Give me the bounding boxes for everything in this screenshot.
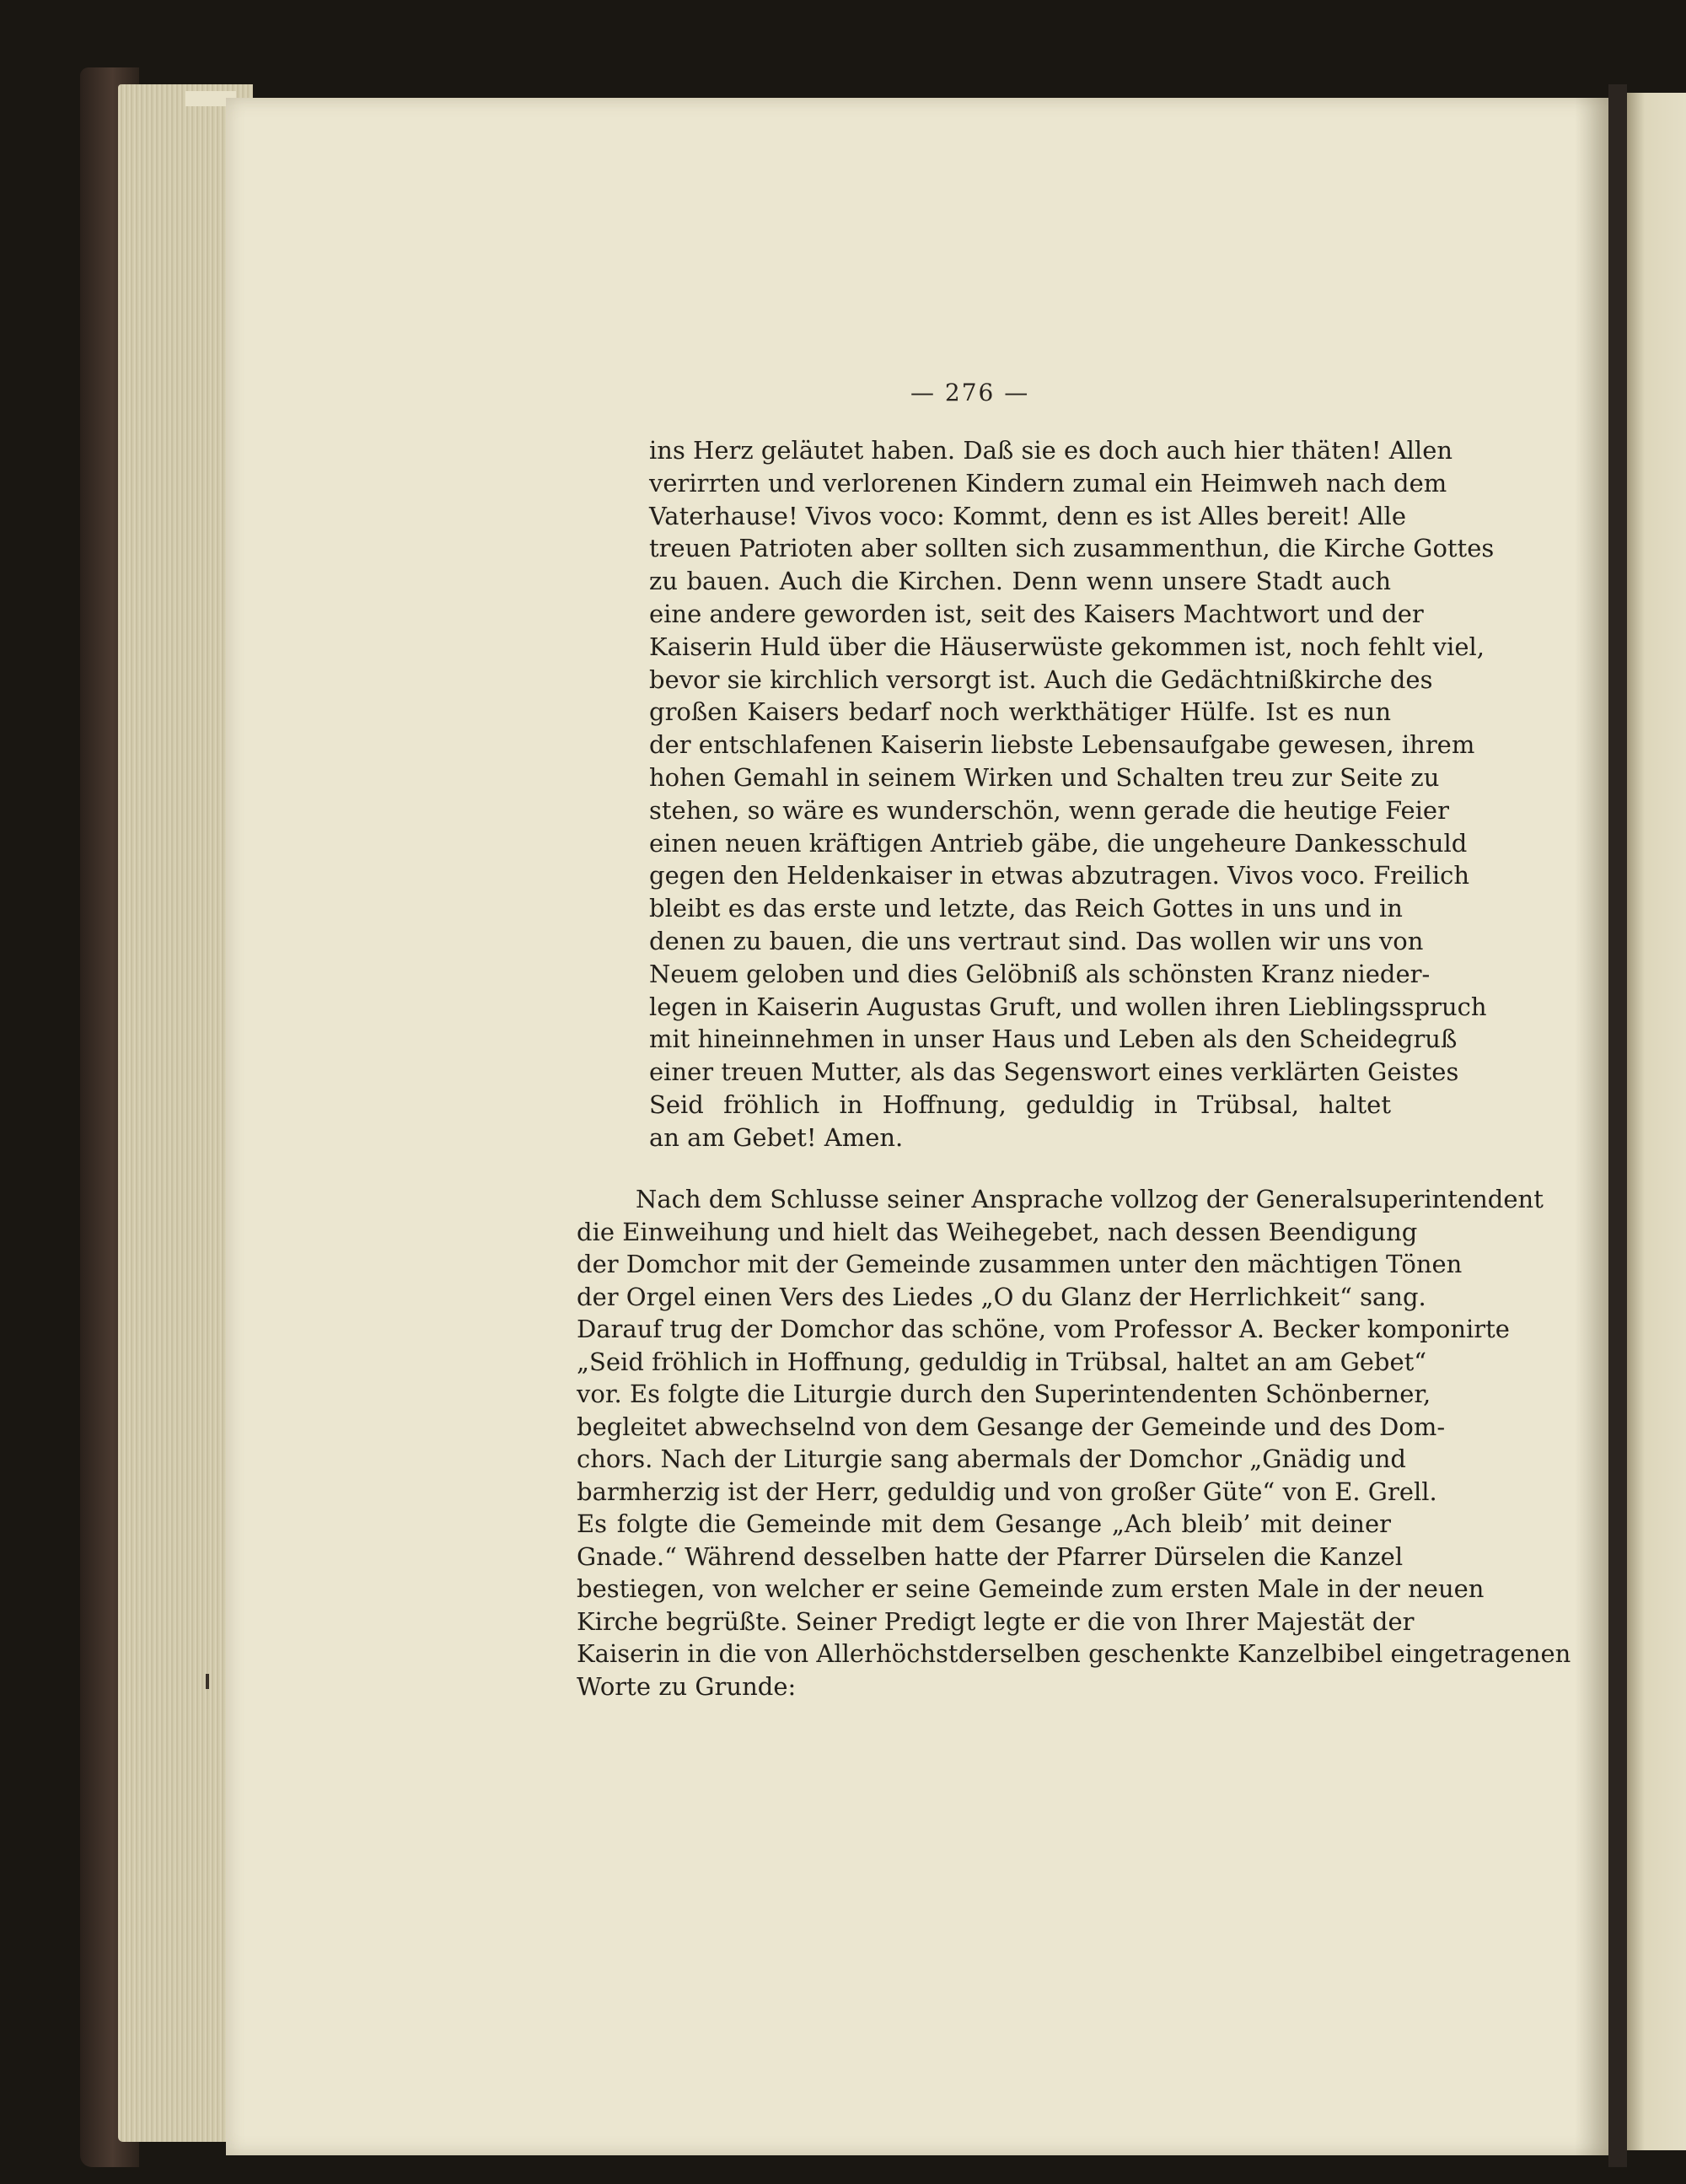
- text-line: bevor sie kirchlich versorgt ist. Auch die Gedächtnißkirche des: [649, 664, 1433, 694]
- text-line: der Orgel einen Vers des Liedes „O du Glanz der Herrlichkeit“ sang.: [577, 1282, 1426, 1311]
- text-line: legen in Kaiserin Augustas Gruft, und wollen ihren Lieblingsspruch: [649, 992, 1487, 1021]
- text-line: „Seid fröhlich in Hoffnung, geduldig in Trübsal, haltet an am Gebet“: [577, 1347, 1427, 1376]
- text-line: großen Kaisers bedarf noch werkthätiger Hülfe. Ist es nun: [649, 697, 1391, 727]
- text-line: Darauf trug der Domchor das schöne, vom Professor A. Becker komponirte: [577, 1315, 1510, 1343]
- text-line: der Domchor mit der Gemeinde zusammen unter den mächtigen Tönen: [577, 1250, 1463, 1278]
- text-line: Worte zu Grunde:: [577, 1671, 797, 1701]
- text-line: vor. Es folgte die Liturgie durch den Superintendenten Schönberner,: [577, 1380, 1431, 1408]
- text-line: die Einweihung und hielt das Weihegebet, nach dessen Beendigung: [577, 1217, 1418, 1246]
- text-line: zu bauen. Auch die Kirchen. Denn wenn unsere Stadt auch: [649, 567, 1391, 596]
- quote-paragraph: [649, 434, 1495, 1154]
- text-line: hohen Gemahl in seinem Wirken und Schalten treu zur Seite zu: [649, 762, 1440, 792]
- text-line: denen zu bauen, die uns vertraut sind. Das wollen wir uns von: [649, 926, 1424, 955]
- text-line: Neuem geloben und dies Gelöbniß als schönsten Kranz nieder-: [649, 959, 1431, 988]
- text-line: mit hineinnehmen in unser Haus und Leben als den Scheidegruß: [649, 1025, 1458, 1054]
- text-line: barmherzig ist der Herr, geduldig und von großer Güte“ von E. Grell.: [577, 1477, 1437, 1506]
- text-line: chors. Nach der Liturgie sang abermals der Domchor „Gnädig und: [577, 1444, 1406, 1473]
- opposite-page-edge: [1627, 93, 1686, 2150]
- book-gutter: [1608, 84, 1627, 2167]
- text-line: treuen Patrioten aber sollten sich zusammenthun, die Kirche Gottes: [649, 534, 1495, 563]
- text-line: verirrten und verlorenen Kindern zumal ein Heimweh nach dem: [649, 468, 1447, 498]
- scan-speck: [206, 1674, 209, 1689]
- page-number: — 276 —: [910, 379, 1030, 406]
- text-line: Kaiserin Huld über die Häuserwüste gekommen ist, noch fehlt viel,: [649, 632, 1485, 661]
- text-line: bleibt es das erste und letzte, das Reich Gottes in uns und in: [649, 894, 1403, 923]
- text-line: Es folgte die Gemeinde mit dem Gesange „Ach bleib’ mit deiner: [577, 1509, 1391, 1538]
- text-line: einen neuen kräftigen Antrieb gäbe, die ungeheure Dankesschuld: [649, 828, 1468, 858]
- narrative-paragraph: [577, 1183, 1571, 1703]
- text-line: der entschlafenen Kaiserin liebste Lebensaufgabe gewesen, ihrem: [649, 730, 1475, 760]
- text-line: Kirche begrüßte. Seiner Predigt legte er die von Ihrer Majestät der: [577, 1606, 1415, 1636]
- text-line: Seid fröhlich in Hoffnung, geduldig in Trübsal, haltet: [649, 1089, 1391, 1119]
- text-line: Kaiserin in die von Allerhöchstderselben geschenkte Kanzelbibel eingetragenen: [577, 1639, 1571, 1668]
- text-line: Vaterhause! Vivos voco: Kommt, denn es ist Alles bereit! Alle: [649, 501, 1406, 530]
- text-line: Nach dem Schlusse seiner Ansprache vollzog der Generalsuperintendent: [636, 1185, 1544, 1213]
- text-line: an am Gebet! Amen.: [649, 1122, 904, 1152]
- text-line: einer treuen Mutter, als das Segenswort eines verklärten Geistes: [649, 1057, 1459, 1087]
- text-line: ins Herz geläutet haben. Daß sie es doch auch hier thäten! Allen: [649, 436, 1453, 465]
- text-line: Gnade.“ Während desselben hatte der Pfarrer Dürselen die Kanzel: [577, 1541, 1404, 1571]
- text-line: eine andere geworden ist, seit des Kaisers Machtwort und der: [649, 599, 1424, 628]
- page-shadow: [1575, 98, 1608, 2155]
- text-line: begleitet abwechselnd von dem Gesange der Gemeinde und des Dom-: [577, 1412, 1446, 1441]
- text-line: stehen, so wäre es wunderschön, wenn gerade die heutige Feier: [649, 795, 1449, 825]
- text-line: gegen den Heldenkaiser in etwas abzutragen. Vivos voco. Freilich: [649, 861, 1470, 890]
- text-line: bestiegen, von welcher er seine Gemeinde zum ersten Male in der neuen: [577, 1574, 1485, 1603]
